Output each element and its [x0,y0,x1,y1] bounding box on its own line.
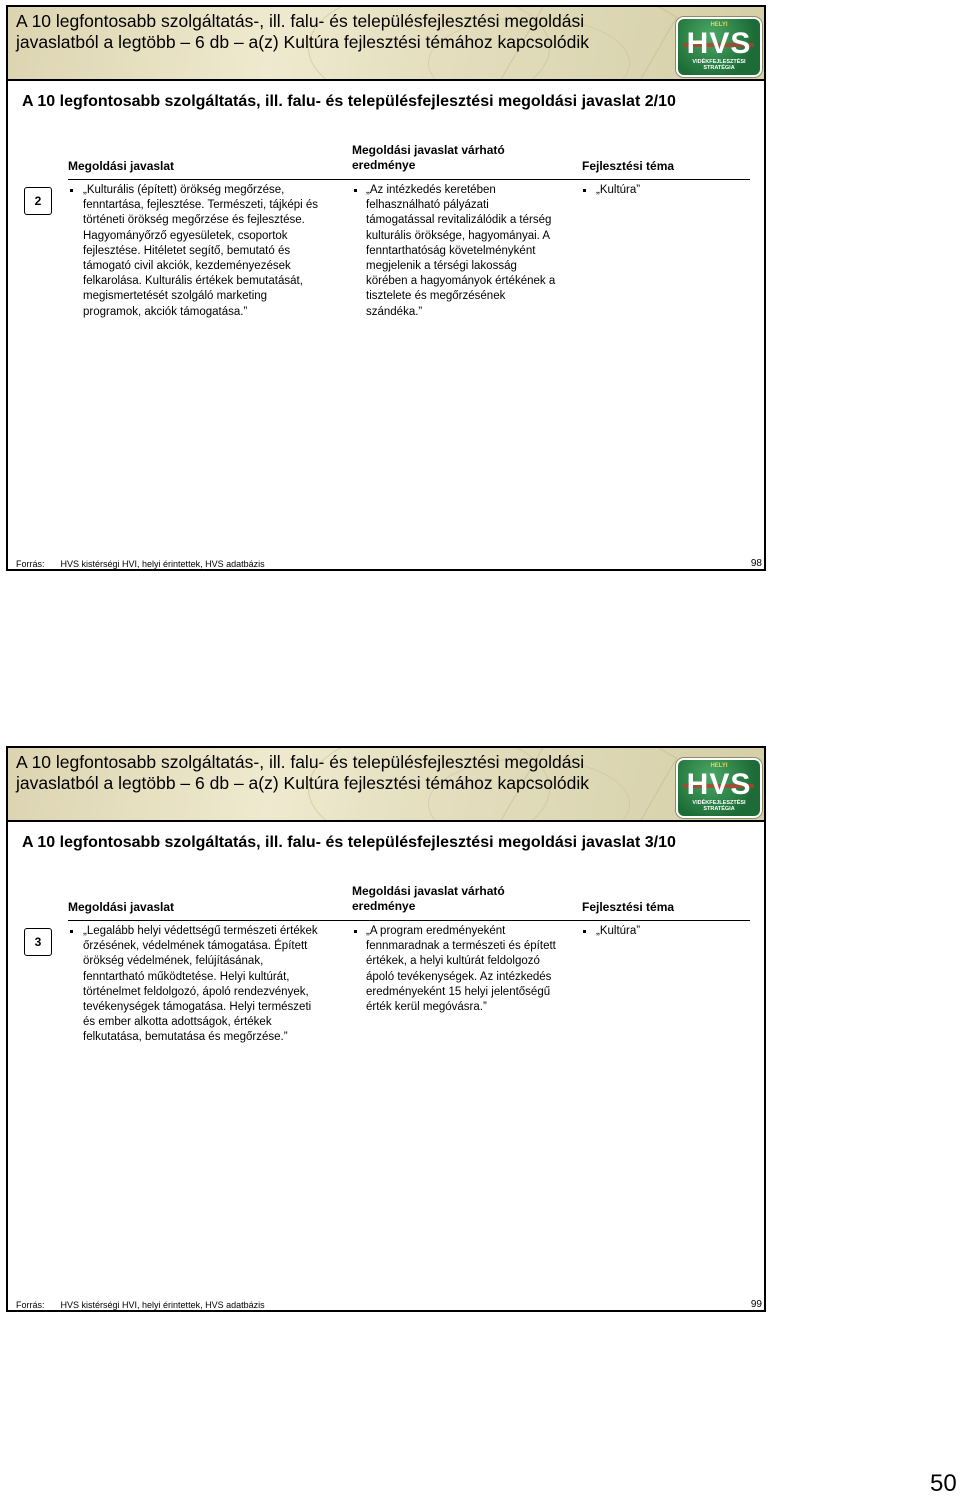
slide-number: 99 [750,1299,762,1310]
solution-line: és ember alkotta adottságok, értékek [83,1016,272,1029]
topic-text: „Kultúra” [596,184,641,196]
topic-text: „Kultúra” [596,925,641,937]
banner-title-line-2: javaslatból a legtöbb – 6 db – a(z) Kultúra fejlesztési témához kapcsolódik [16,32,589,52]
solution-line: „Kulturális (épített) örökség megőrzése, [83,184,285,196]
slide-banner [8,748,764,822]
banner-title [16,752,656,794]
logo-subtitle: VIDÉKFEJLESZTÉSI STRATÉGIA [692,800,746,812]
header-divider [68,920,750,921]
result-line: körében a hagyományok értékének a [366,275,556,288]
slide-banner [8,7,764,81]
result-line: szándéka.” [366,305,423,318]
bullet-icon [70,189,73,192]
row-number-badge: 3 [24,928,52,956]
result-line: megjelenik a térségi lakosság [366,260,517,273]
col-header-result-line-1: Megoldási javaslat várható [352,143,505,157]
footer-text: HVS kistérségi HVI, helyi érintettek, HVS adatbázis [60,1300,265,1310]
result-text [366,924,586,1015]
col-header-result [352,884,505,914]
row-number-badge: 2 [24,187,52,215]
solution-line: „Legalább helyi védettségű természeti értékek [83,925,318,937]
header-divider [68,179,750,180]
source-footer [16,559,265,569]
result-line: kulturális öröksége, hagyományai. A [366,229,551,242]
solution-line: örökség védelmének, felújításának, [83,955,264,968]
banner-title-line-2: javaslatból a legtöbb – 6 db – a(z) Kultúra fejlesztési témához kapcsolódik [16,773,589,793]
logo-text: HVS [686,27,752,60]
slide-heading: A 10 legfontosabb szolgáltatás, ill. falu- és településfejlesztési megoldási javaslat 3/10 [22,834,676,851]
result-line: értékek, a helyi kultúrát feldolgozó [366,955,540,968]
col-header-result-line-2: eredménye [352,158,416,172]
solution-line: fenntartása, fejlesztése. Természeti, tájképi és [83,199,319,212]
slide-98 [6,5,766,571]
source-footer [16,1300,265,1310]
result-line: tisztelete és megőrzésének [366,290,506,303]
col-header-topic: Fejlesztési téma [582,900,675,914]
result-line: eredményeként 15 helyi jelentőségű [366,985,551,998]
solution-text [83,924,358,1046]
footer-text: HVS kistérségi HVI, helyi érintettek, HVS adatbázis [60,559,265,569]
result-line: ápoló tevékenységek. Az intézkedés [366,970,552,983]
result-line: érték kerül megóvásra.” [366,1001,487,1014]
solution-text [83,183,353,320]
col-header-result [352,143,505,173]
banner-title-line-1: A 10 legfontosabb szolgáltatás-, ill. falu- és településfejlesztési megoldási [16,11,585,31]
logo-top-text: HELYI [710,763,728,769]
solution-line: fejlesztése. Hitéletet segítő, bemutató és [83,244,291,257]
result-line: fennmaradnak a természeti és épített [366,940,556,953]
solution-line: tevékenységek támogatása. Helyi természeti [83,1001,312,1014]
hvs-logo [676,17,762,77]
logo-text: HVS [686,768,752,801]
col-header-result-line-2: eredménye [352,899,416,913]
result-text [366,183,586,320]
solution-line: őrzésének, védelmének támogatása. Épített [83,940,308,953]
bullet-icon [354,189,357,192]
solution-line: fenntartható működtetése. Helyi kultúrát, [83,970,290,983]
col-header-topic: Fejlesztési téma [582,159,675,173]
col-header-result-line-1: Megoldási javaslat várható [352,884,505,898]
bullet-icon [583,189,586,192]
solution-line: támogató civil akciók, kezdeményezések [83,260,291,273]
logo-subtitle: VIDÉKFEJLESZTÉSI STRATÉGIA [692,59,746,71]
solution-line: felkutatása, bemutatása és megőrzése.” [83,1031,288,1044]
banner-title-line-1: A 10 legfontosabb szolgáltatás-, ill. falu- és településfejlesztési megoldási [16,752,585,772]
solution-line: programok, akciók támogatása.” [83,305,248,318]
result-line: „Az intézkedés keretében [366,184,496,196]
col-header-solution: Megoldási javaslat [68,159,175,173]
solution-line: megismertetését szolgáló marketing [83,290,268,303]
bullet-icon [354,930,357,933]
footer-label: Forrás: [16,559,45,569]
result-line: „A program eredményeként [366,925,506,937]
slide-heading: A 10 legfontosabb szolgáltatás, ill. falu- és településfejlesztési megoldási javaslat 2/10 [22,93,676,110]
logo-top-text: HELYI [710,22,728,28]
page-number: 50 [930,1470,957,1497]
result-line: felhasználható pályázati [366,199,489,212]
result-line: fenntarthatóság követelményként [366,244,536,257]
slide-number: 98 [750,558,762,569]
banner-title [16,11,656,53]
solution-line: felkarolása. Kulturális értékek bemutatását, [83,275,303,288]
col-header-solution: Megoldási javaslat [68,900,175,914]
slide-99 [6,746,766,1312]
solution-line: történeti örökség megőrzése és fejlesztése. [83,214,305,227]
bullet-icon [583,930,586,933]
solution-line: történelmet feldolgozó, ápoló rendezvények, [83,985,309,998]
result-line: támogatással revitalizálódik a térség [366,214,552,227]
solution-line: Hagyományőrző egyesületek, csoportok [83,229,288,242]
footer-label: Forrás: [16,1300,45,1310]
hvs-logo [676,758,762,818]
bullet-icon [70,930,73,933]
